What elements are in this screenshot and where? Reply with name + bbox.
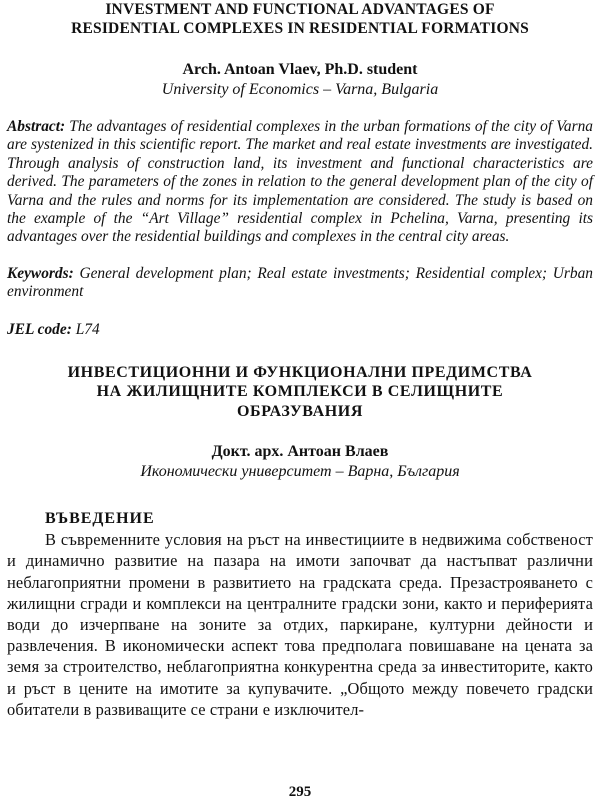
paper-title-bg-line-3: ОБРАЗУВАНИЯ (237, 402, 363, 420)
body-paragraph: В съвременните условия на ръст на инвестициите в недвижима собственост и динамично развитие на пазара на имоти започват да настъпват различни неблагоприятни промени в развитието на градската среда. Презастрояването с жилищни сгради и комплекси на централните градски зони, както и периферията води до изчерпване на зоните за отдих, паркиране, културни дейности и развлечения. В икономически аспект това предполага повишаване на цената за земя за строителство, неблагоприятна конкурентна среда за инвеститорите, както и ръст в цените на имотите за купувачите. „Общото между повечето градски обитатели в развиващите се страни е изключител- (7, 530, 593, 719)
abstract-label: Abstract: (7, 118, 66, 135)
keywords (7, 265, 593, 302)
affiliation-en: University of Economics – Varna, Bulgaria (161, 81, 439, 98)
keywords-text: General development plan; Real estate investments; Residential complex; Urban environment (7, 264, 593, 301)
paper-title-bg-line-2: НА ЖИЛИЩНИТЕ КОМПЛЕКСИ В СЕЛИЩНИТЕ (96, 383, 504, 401)
abstract (7, 118, 593, 247)
keywords-label: Keywords: (7, 264, 74, 282)
paper-title-bg-line-1: ИНВЕСТИЦИОННИ И ФУНКЦИОНАЛНИ ПРЕДИМСТВА (67, 363, 533, 381)
jel-value: L74 (75, 320, 100, 338)
paper-title-en (7, 0, 593, 38)
author-en: Arch. Antoan Vlaev, Ph.D. student (182, 61, 418, 78)
jel-code (7, 321, 593, 339)
paper-title-bg (7, 363, 593, 422)
page-number: 295 (288, 784, 312, 800)
abstract-text: The advantages of residential complexes in the urban formations of the city of Varna are systenized in this scientific report. The market and real estate investments are investigated. Through analysis of construction land, its investment and functional characteristics are derived. The parameters of the zones in relation to the general development plan of the city of Varna and the rules and norms for its implementation are considered. The study is based on the example of the “Art Village” residential complex in Pchelina, Varna, presenting its advantages over the residential buildings and complexes in the central city areas. (7, 118, 593, 246)
jel-label: JEL code: (7, 320, 72, 338)
section-heading-introduction: ВЪВЕДЕНИЕ (45, 510, 155, 528)
affiliation-bg: Икономически университет – Варна, България (140, 463, 460, 481)
paper-title-en-line-1: INVESTMENT AND FUNCTIONAL ADVANTAGES OF (105, 1, 495, 18)
paper-title-en-line-2: RESIDENTIAL COMPLEXES IN RESIDENTIAL FORMATIONS (71, 20, 529, 37)
author-bg: Докт. арх. Антоан Влаев (211, 443, 389, 461)
